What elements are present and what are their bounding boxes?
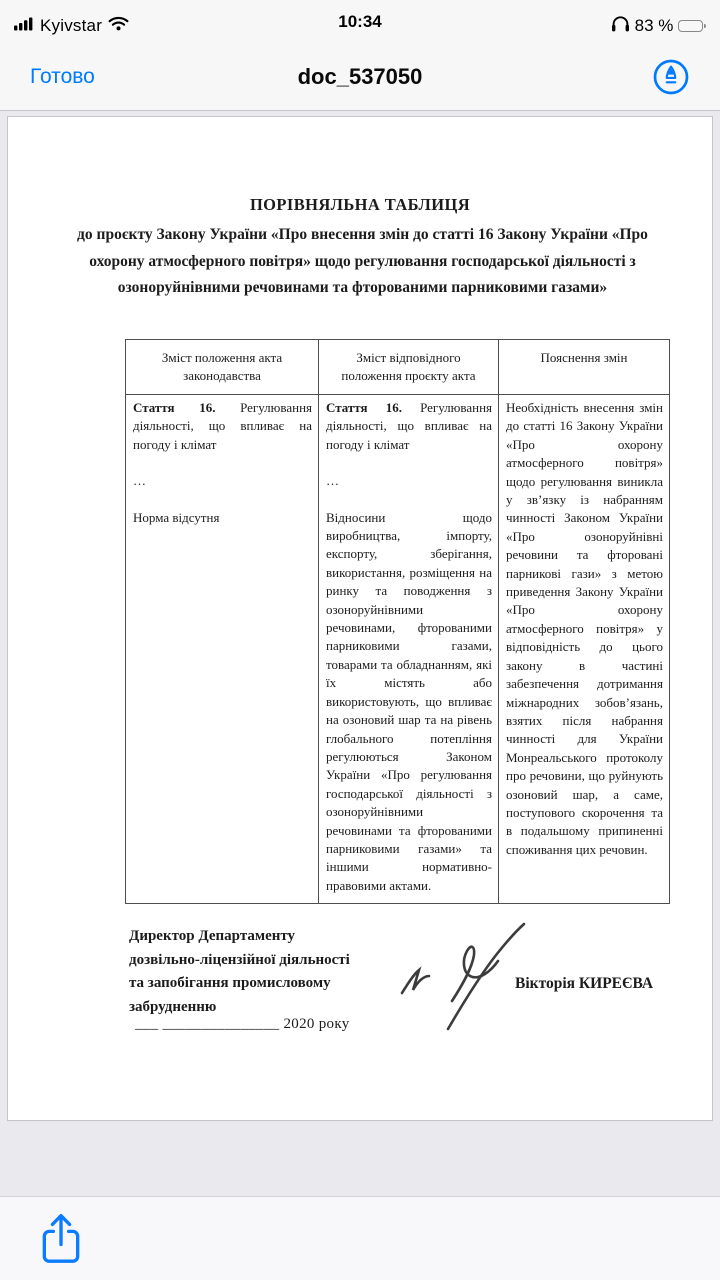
signer-name: Вікторія КИРЕЄВА [515,975,654,992]
markup-pen-icon [652,84,690,99]
cell-current-law [126,395,319,904]
paragraph: Необхідність внесення змін до статті 16 Закону України «Про охорону атмосферного повітря» щодо регулювання виникла у зв’язку із набранням чинності Законом України «Про озоноруйнівні речовини та фторовані парникові гази» з метою приведення Закону України «Про охорону атмосферного повітря» у відповідність до цього закону в частині забезпечення дотримання міжнародних зобов’язань, взятих після набрання чинності для України Монреальського протоколу про речовини, що руйнують озоновий шар, а саме, поступового скорочення та в подальшому припиненні споживання цих речовин. [506,400,663,857]
handwritten-signature [394,913,532,1040]
ellipsis-line: … [326,473,339,489]
paragraph: Відносини щодо виробництва, імпорту, експорту, зберігання, використання, розміщення на ринку та поводження з озоноруйнівними речовинами, фторованими парниковими газами, товарами та обладнанням, які їх містять або використовують, що впливає на озоновий шар та на рівень глобального потепління регулюються Законом України «Про регулювання господарської діяльності з озоноруйнівними речовинами та фторованими парниковими газами» та іншими нормативно-правовими актами. [326,509,492,893]
position-line: та запобігання промисловому [129,975,331,991]
header-cell-explanation: Пояснення змін [499,340,670,395]
position-line: дозвільно-ліцензійної діяльності [129,951,350,968]
date-line: ___ _______________ 2020 року [135,1016,350,1032]
bottom-toolbar [0,1196,720,1280]
document-viewport[interactable] [0,112,720,1196]
position-line: забрудненню [129,998,217,1015]
done-button[interactable]: Готово [30,65,95,88]
share-icon [36,1255,86,1270]
ellipsis-line: … [133,473,146,489]
position-line: Директор Департаменту [129,928,296,944]
cell-draft-law [319,395,499,904]
doc-subheading: до проєкту Закону України «Про внесення змін до статті 16 Закону України «Про охорону атмосферного повітря» щодо регулювання господарської діяльності з озоноруйнівними речовинами та фторованими парниковими газами» [77,226,648,296]
status-right [611,15,706,37]
battery-icon [678,20,706,33]
paragraph: Стаття 16. Регулювання діяльності, що впливає на погоду і клімат [326,400,493,452]
doc-heading: ПОРІВНЯЛЬНА ТАБЛИЦЯ [249,195,471,214]
document-title-label: doc_537050 [297,64,423,89]
status-left [14,16,129,36]
battery-percent-label: 83 % [634,16,674,35]
document-page [7,116,713,1121]
carrier-label: Kyivstar [40,16,103,35]
table-row [126,395,670,904]
header-cell-draft-law: Зміст відповідного положення проєкту акта [319,340,499,395]
clock: 10:34 [338,12,382,31]
ios-header [0,0,720,111]
cell-explanation [499,395,670,904]
headphones-icon [611,15,630,37]
table-header-row [126,340,670,395]
header-cell-current-law: Зміст положення акта законодавства [126,340,319,395]
markup-button[interactable] [652,58,690,96]
paragraph: Норма відсутня [133,509,220,525]
paragraph: Стаття 16. Регулювання діяльності, що впливає на погоду і клімат [133,400,313,452]
navigation-bar [0,44,720,110]
wifi-icon [108,16,129,36]
signer-position [129,925,350,1019]
cellular-signal-icon [14,16,34,36]
status-bar [0,0,720,44]
share-button[interactable] [36,1211,86,1267]
comparison-table [125,339,670,904]
